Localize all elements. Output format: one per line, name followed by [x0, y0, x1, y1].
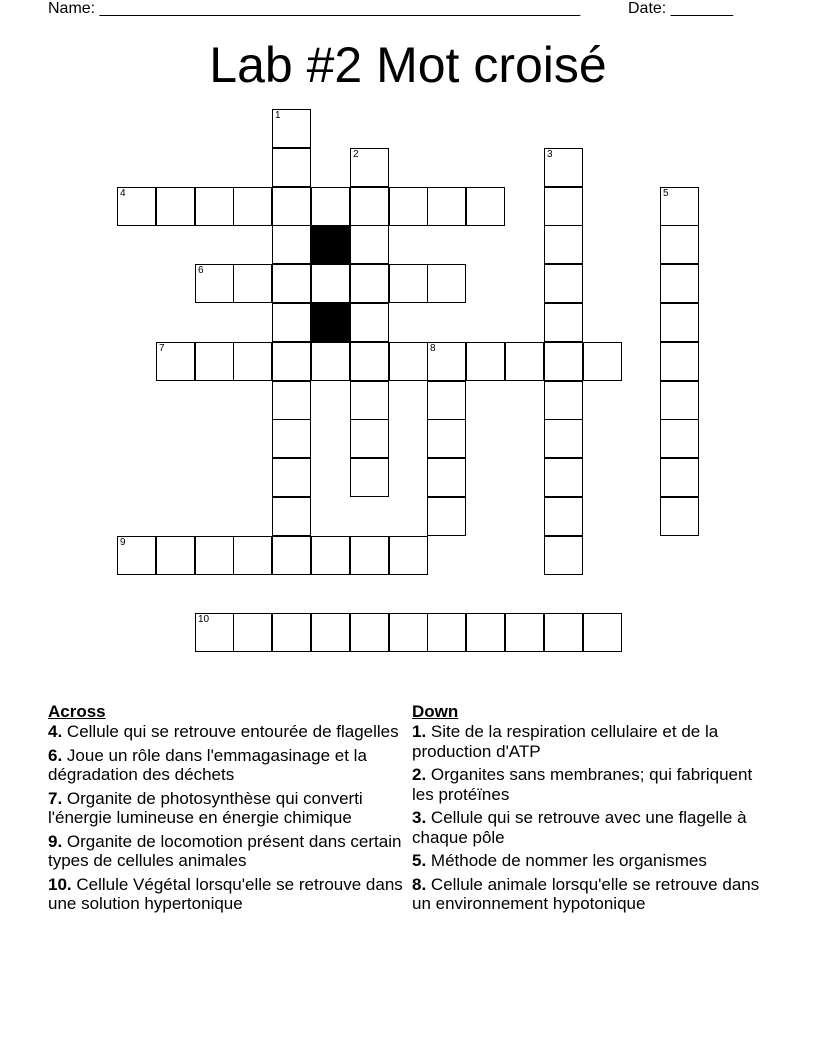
clue-number: 4. [48, 722, 63, 741]
grid-cell[interactable] [544, 264, 583, 303]
grid-cell[interactable] [350, 148, 389, 187]
clue-number: 1. [412, 722, 427, 741]
clue-text: Cellule qui se retrouve avec une flagelle à chaque pôle [412, 808, 747, 847]
grid-cell[interactable] [427, 381, 466, 420]
grid-cell[interactable] [544, 536, 583, 575]
clue-text: Cellule Végétal lorsqu'elle se retrouve dans une solution hypertonique [48, 874, 403, 913]
page-title: Lab #2 Mot croisé [209, 37, 607, 93]
clue-text: Organite de locomotion présent dans certain types de cellules animales [48, 831, 402, 870]
clue-text: Méthode de nommer les organismes [426, 851, 707, 870]
grid-cell[interactable] [272, 225, 311, 264]
grid-cell[interactable] [350, 225, 389, 264]
down-clue [412, 765, 762, 804]
grid-cell[interactable] [272, 303, 311, 342]
clue-text: Joue un rôle dans l'emmagasinage et la dégradation des déchets [48, 745, 367, 784]
grid-cell[interactable] [117, 187, 156, 226]
grid-cell[interactable] [660, 187, 699, 226]
grid-cell[interactable] [233, 264, 272, 303]
date-field-label: Date: _______ [628, 0, 733, 17]
clue-number: 8. [412, 874, 427, 894]
grid-cell[interactable] [660, 497, 699, 536]
grid-cell[interactable] [117, 536, 156, 575]
grid-cell[interactable] [272, 419, 311, 458]
grid-cell[interactable] [272, 342, 311, 381]
grid-cell[interactable] [272, 264, 311, 303]
clue-number: 7. [48, 788, 63, 808]
grid-cell[interactable] [350, 536, 389, 575]
down-clue [412, 875, 762, 914]
down-clues [412, 702, 762, 918]
black-cell [311, 225, 350, 264]
grid-cell[interactable] [544, 458, 583, 497]
across-clue [48, 789, 408, 828]
cell-number: 5 [663, 188, 669, 199]
grid-cell[interactable] [350, 342, 389, 381]
clue-text: Organite de photosynthèse qui converti l'énergie lumineuse en énergie chimique [48, 788, 363, 827]
across-heading: Across [48, 702, 106, 721]
clue-number: 3. [412, 808, 427, 827]
grid-cell[interactable] [660, 381, 699, 420]
grid-cell[interactable] [544, 225, 583, 264]
grid-cell[interactable] [389, 613, 428, 652]
grid-cell[interactable] [350, 303, 389, 342]
cell-number: 6 [198, 265, 204, 276]
grid-cell[interactable] [466, 342, 505, 381]
cell-number: 2 [353, 149, 359, 160]
cell-number: 9 [120, 537, 126, 548]
grid-cell[interactable] [583, 613, 622, 652]
grid-cell[interactable] [660, 419, 699, 458]
grid-cell[interactable] [272, 613, 311, 652]
grid-cell[interactable] [427, 419, 466, 458]
grid-cell[interactable] [660, 303, 699, 342]
grid-cell[interactable] [350, 419, 389, 458]
down-clue [412, 851, 762, 871]
grid-cell[interactable] [350, 264, 389, 303]
grid-cell[interactable] [427, 187, 466, 226]
grid-cell[interactable] [156, 536, 195, 575]
grid-cell[interactable] [660, 342, 699, 381]
cell-number: 8 [430, 343, 436, 354]
clue-number: 5. [412, 851, 427, 870]
grid-cell[interactable] [466, 613, 505, 652]
grid-cell[interactable] [505, 342, 544, 381]
grid-cell[interactable] [272, 458, 311, 497]
grid-cell[interactable] [233, 613, 272, 652]
grid-cell[interactable] [272, 187, 311, 226]
cell-number: 7 [159, 343, 165, 354]
black-cell [311, 303, 350, 342]
clue-text: Cellule animale lorsqu'elle se retrouve dans un environnement hypotonique [412, 874, 760, 913]
grid-cell[interactable] [311, 187, 350, 226]
grid-cell[interactable] [389, 264, 428, 303]
across-clue [48, 832, 408, 871]
grid-cell[interactable] [195, 613, 234, 652]
grid-cell[interactable] [583, 342, 622, 381]
grid-cell[interactable] [156, 187, 195, 226]
grid-cell[interactable] [660, 264, 699, 303]
clue-number: 6. [48, 745, 63, 765]
grid-cell[interactable] [427, 613, 466, 652]
grid-cell[interactable] [544, 381, 583, 420]
name-field-label: Name: ______________________________________________________ [48, 0, 581, 17]
grid-cell[interactable] [311, 264, 350, 303]
clue-text: Cellule qui se retrouve entourée de flagelles [62, 722, 399, 741]
grid-cell[interactable] [350, 381, 389, 420]
grid-cell[interactable] [389, 342, 428, 381]
grid-cell[interactable] [233, 342, 272, 381]
across-clues [48, 702, 408, 918]
grid-cell[interactable] [427, 264, 466, 303]
grid-cell[interactable] [350, 613, 389, 652]
grid-cell[interactable] [389, 187, 428, 226]
grid-cell[interactable] [544, 187, 583, 226]
clue-number: 2. [412, 765, 427, 784]
grid-cell[interactable] [544, 342, 583, 381]
grid-cell[interactable] [660, 225, 699, 264]
grid-cell[interactable] [466, 187, 505, 226]
grid-cell[interactable] [350, 187, 389, 226]
grid-cell[interactable] [233, 187, 272, 226]
grid-cell[interactable] [195, 536, 234, 575]
grid-cell[interactable] [311, 536, 350, 575]
across-clue [48, 875, 408, 914]
grid-cell[interactable] [195, 264, 234, 303]
grid-cell[interactable] [156, 342, 195, 381]
cell-number: 10 [198, 614, 210, 625]
down-heading: Down [412, 702, 459, 721]
grid-cell[interactable] [389, 536, 428, 575]
clue-number: 9. [48, 831, 63, 851]
grid-cell[interactable] [544, 148, 583, 187]
cell-number: 4 [120, 188, 126, 199]
grid-cell[interactable] [311, 613, 350, 652]
grid-cell[interactable] [272, 536, 311, 575]
grid-cell[interactable] [427, 497, 466, 536]
grid-cell[interactable] [505, 613, 544, 652]
grid-cell[interactable] [544, 419, 583, 458]
grid-cell[interactable] [195, 187, 234, 226]
grid-cell[interactable] [544, 303, 583, 342]
grid-cell[interactable] [272, 497, 311, 536]
down-clue [412, 808, 762, 847]
grid-cell[interactable] [427, 342, 466, 381]
grid-cell[interactable] [544, 497, 583, 536]
clue-text: Site de la respiration cellulaire et de la production d'ATP [412, 722, 719, 761]
cell-number: 1 [275, 110, 281, 121]
grid-cell[interactable] [544, 613, 583, 652]
grid-cell[interactable] [311, 342, 350, 381]
clue-text: Organites sans membranes; qui fabriquent les protéïnes [412, 765, 753, 804]
down-clue [412, 722, 762, 761]
clue-number: 10. [48, 874, 72, 894]
grid-cell[interactable] [233, 536, 272, 575]
cell-number: 3 [547, 149, 553, 160]
across-clue [48, 746, 408, 785]
grid-cell[interactable] [195, 342, 234, 381]
grid-cell[interactable] [660, 458, 699, 497]
grid-cell[interactable] [272, 148, 311, 187]
grid-cell[interactable] [427, 458, 466, 497]
grid-cell[interactable] [350, 458, 389, 497]
grid-cell[interactable] [272, 109, 311, 148]
across-clue [48, 722, 408, 742]
grid-cell[interactable] [272, 381, 311, 420]
